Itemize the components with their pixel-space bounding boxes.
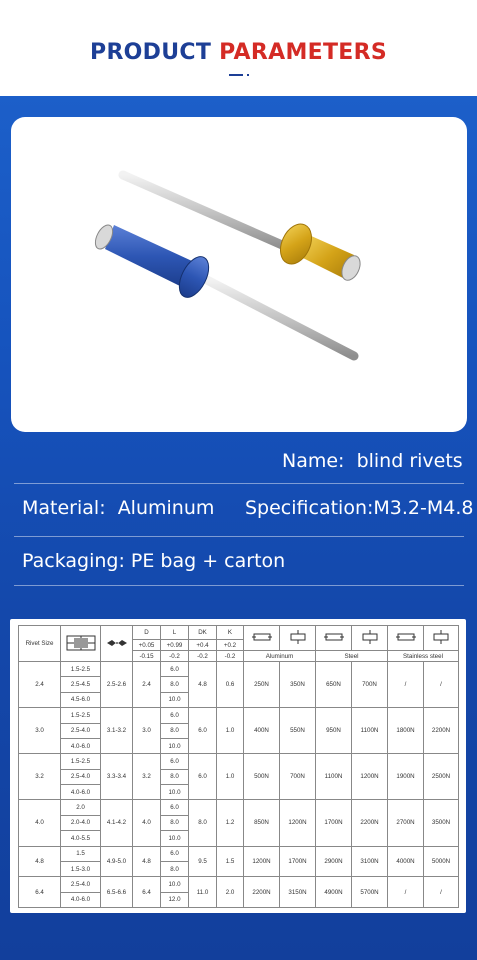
- dk-cell: 6.0: [189, 708, 217, 754]
- title-underline: [229, 74, 243, 76]
- page-title: [0, 40, 477, 65]
- table-row: [19, 800, 459, 815]
- force-cell: 5000N: [424, 846, 459, 877]
- spec-label: Specification:: [245, 497, 374, 519]
- force-cell: 1200N: [352, 754, 388, 800]
- separator: [14, 585, 464, 586]
- grip-cell: 2.5-4.0: [61, 877, 101, 892]
- force-cell: 2200N: [424, 708, 459, 754]
- separator: [14, 483, 464, 484]
- l-cell: 6.0: [161, 662, 189, 677]
- header-rivet-size: Rivet Size: [19, 626, 61, 662]
- separator: [14, 536, 464, 537]
- material-group-header: Stainless steel: [388, 651, 459, 662]
- material-group-header: Steel: [316, 651, 388, 662]
- tol-d-minus: -0.15: [133, 651, 161, 662]
- force-cell: 1800N: [388, 708, 424, 754]
- material-group-header: Aluminum: [244, 651, 316, 662]
- header-shear: [244, 626, 280, 651]
- tol-l-plus: +0.99: [161, 640, 189, 651]
- l-cell: 8.0: [161, 723, 189, 738]
- name-value: blind rivets: [356, 450, 463, 472]
- l-cell: 6.0: [161, 800, 189, 815]
- d-cell: 4.8: [133, 846, 161, 877]
- force-cell: 400N: [244, 708, 280, 754]
- dk-cell: 8.0: [189, 800, 217, 846]
- header-d: D: [133, 626, 161, 640]
- force-cell: 1100N: [352, 708, 388, 754]
- rivets-illustration: [11, 117, 467, 432]
- grip-cell: 4.0-5.5: [61, 831, 101, 846]
- force-cell: 950N: [316, 708, 352, 754]
- force-cell: 1200N: [244, 846, 280, 877]
- force-cell: 3150N: [280, 877, 316, 908]
- k-cell: 2.0: [217, 877, 244, 908]
- header-tensile: [424, 626, 459, 651]
- l-cell: 8.0: [161, 861, 189, 876]
- parameters-table-card: [10, 619, 466, 913]
- table-row: [19, 754, 459, 769]
- k-cell: 1.5: [217, 846, 244, 877]
- packaging-row: [22, 550, 285, 572]
- l-cell: 10.0: [161, 738, 189, 753]
- force-cell: 500N: [244, 754, 280, 800]
- dk-cell: 6.0: [189, 754, 217, 800]
- force-cell: 1700N: [316, 800, 352, 846]
- product-photo: [11, 117, 467, 432]
- force-cell: 1200N: [280, 800, 316, 846]
- material-value: Aluminum: [117, 497, 215, 519]
- grip-cell: 2.0-4.0: [61, 815, 101, 830]
- title-part2: PARAMETERS: [219, 40, 387, 65]
- force-cell: 1700N: [280, 846, 316, 877]
- l-cell: 6.0: [161, 708, 189, 723]
- tol-k-plus: +0.2: [217, 640, 244, 651]
- force-cell: /: [424, 662, 459, 708]
- tol-l-minus: -0.2: [161, 651, 189, 662]
- force-cell: 3100N: [352, 846, 388, 877]
- l-cell: 10.0: [161, 877, 189, 892]
- d-cell: 3.2: [133, 754, 161, 800]
- packaging-value: PE bag + carton: [130, 550, 286, 572]
- l-cell: 10.0: [161, 692, 189, 707]
- spec-value: M3.2-M4.8: [373, 497, 474, 519]
- grip-cell: 4.5-6.0: [61, 692, 101, 707]
- grip-cell: 4.0-6.0: [61, 785, 101, 800]
- packaging-label: Packaging:: [22, 550, 125, 572]
- force-cell: 700N: [280, 754, 316, 800]
- rivet-size-cell: 3.0: [19, 708, 61, 754]
- table-row: [19, 662, 459, 677]
- grip-cell: 2.5-4.0: [61, 723, 101, 738]
- force-cell: 350N: [280, 662, 316, 708]
- header-grip: [61, 626, 101, 662]
- dk-cell: 4.8: [189, 662, 217, 708]
- tol-dk-minus: -0.2: [189, 651, 217, 662]
- grip-cell: 1.5-2.5: [61, 708, 101, 723]
- l-cell: 6.0: [161, 754, 189, 769]
- header-l: L: [161, 626, 189, 640]
- k-cell: 1.0: [217, 754, 244, 800]
- d-cell: 4.0: [133, 800, 161, 846]
- material-label: Material:: [22, 497, 106, 519]
- rivet-size-cell: 6.4: [19, 877, 61, 908]
- force-cell: /: [388, 877, 424, 908]
- force-cell: 250N: [244, 662, 280, 708]
- force-cell: 1100N: [316, 754, 352, 800]
- drill-cell: 3.1-3.2: [101, 708, 133, 754]
- force-cell: 1900N: [388, 754, 424, 800]
- d-cell: 6.4: [133, 877, 161, 908]
- force-cell: 4000N: [388, 846, 424, 877]
- force-cell: 2900N: [316, 846, 352, 877]
- grip-cell: 2.5-4.5: [61, 677, 101, 692]
- header-shear-icon: [324, 631, 344, 645]
- l-cell: 10.0: [161, 785, 189, 800]
- force-cell: 2200N: [352, 800, 388, 846]
- force-cell: /: [424, 877, 459, 908]
- name-row: [282, 450, 463, 472]
- grip-cell: 1.5-3.0: [61, 861, 101, 876]
- force-cell: 850N: [244, 800, 280, 846]
- title-underline-dot: [247, 74, 249, 76]
- dk-cell: 11.0: [189, 877, 217, 908]
- grip-cell: 1.5: [61, 846, 101, 861]
- force-cell: 2200N: [244, 877, 280, 908]
- header-k: K: [217, 626, 244, 640]
- rivet-size-cell: 3.2: [19, 754, 61, 800]
- force-cell: 5700N: [352, 877, 388, 908]
- tol-d-plus: +0.05: [133, 640, 161, 651]
- tol-dk-plus: +0.4: [189, 640, 217, 651]
- grip-cell: 1.5-2.5: [61, 662, 101, 677]
- l-cell: 12.0: [161, 892, 189, 907]
- title-part1: PRODUCT: [90, 40, 212, 65]
- l-cell: 6.0: [161, 846, 189, 861]
- grip-cell: 2.5-4.0: [61, 769, 101, 784]
- grip-cell: 2.0: [61, 800, 101, 815]
- k-cell: 1.2: [217, 800, 244, 846]
- force-cell: /: [388, 662, 424, 708]
- drill-cell: 2.5-2.6: [101, 662, 133, 708]
- header-tensile-icon: [289, 630, 307, 646]
- force-cell: 4900N: [316, 877, 352, 908]
- l-cell: 8.0: [161, 815, 189, 830]
- header-drill-icon: [106, 638, 128, 650]
- header-shear-icon: [252, 631, 272, 645]
- rivet-size-cell: 4.8: [19, 846, 61, 877]
- header-shear: [316, 626, 352, 651]
- k-cell: 0.6: [217, 662, 244, 708]
- header-shear-icon: [396, 631, 416, 645]
- d-cell: 3.0: [133, 708, 161, 754]
- header-drill: [101, 626, 133, 662]
- force-cell: 650N: [316, 662, 352, 708]
- grip-cell: 4.0-6.0: [61, 892, 101, 907]
- rivet-size-cell: 4.0: [19, 800, 61, 846]
- table-row: [19, 708, 459, 723]
- parameters-table: [18, 625, 459, 908]
- l-cell: 8.0: [161, 677, 189, 692]
- l-cell: 8.0: [161, 769, 189, 784]
- d-cell: 2.4: [133, 662, 161, 708]
- grip-cell: 1.5-2.5: [61, 754, 101, 769]
- drill-cell: 3.3-3.4: [101, 754, 133, 800]
- drill-cell: 4.1-4.2: [101, 800, 133, 846]
- force-cell: 3500N: [424, 800, 459, 846]
- force-cell: 550N: [280, 708, 316, 754]
- material-row: [22, 497, 214, 519]
- header-tensile-icon: [432, 630, 450, 646]
- header-tensile: [352, 626, 388, 651]
- header-dk: DK: [189, 626, 217, 640]
- header-shear: [388, 626, 424, 651]
- header-tensile-icon: [361, 630, 379, 646]
- name-label: Name:: [282, 450, 345, 472]
- header-grip-icon: [66, 635, 96, 653]
- force-cell: 2500N: [424, 754, 459, 800]
- spec-row: [245, 497, 473, 519]
- header: [0, 0, 477, 96]
- drill-cell: 4.9-5.0: [101, 846, 133, 877]
- k-cell: 1.0: [217, 708, 244, 754]
- force-cell: 2700N: [388, 800, 424, 846]
- header-tensile: [280, 626, 316, 651]
- table-row: [19, 846, 459, 861]
- dk-cell: 9.5: [189, 846, 217, 877]
- tol-k-minus: -0.2: [217, 651, 244, 662]
- force-cell: 700N: [352, 662, 388, 708]
- rivet-size-cell: 2.4: [19, 662, 61, 708]
- l-cell: 10.0: [161, 831, 189, 846]
- table-row: [19, 877, 459, 892]
- grip-cell: 4.0-6.0: [61, 738, 101, 753]
- drill-cell: 6.5-6.6: [101, 877, 133, 908]
